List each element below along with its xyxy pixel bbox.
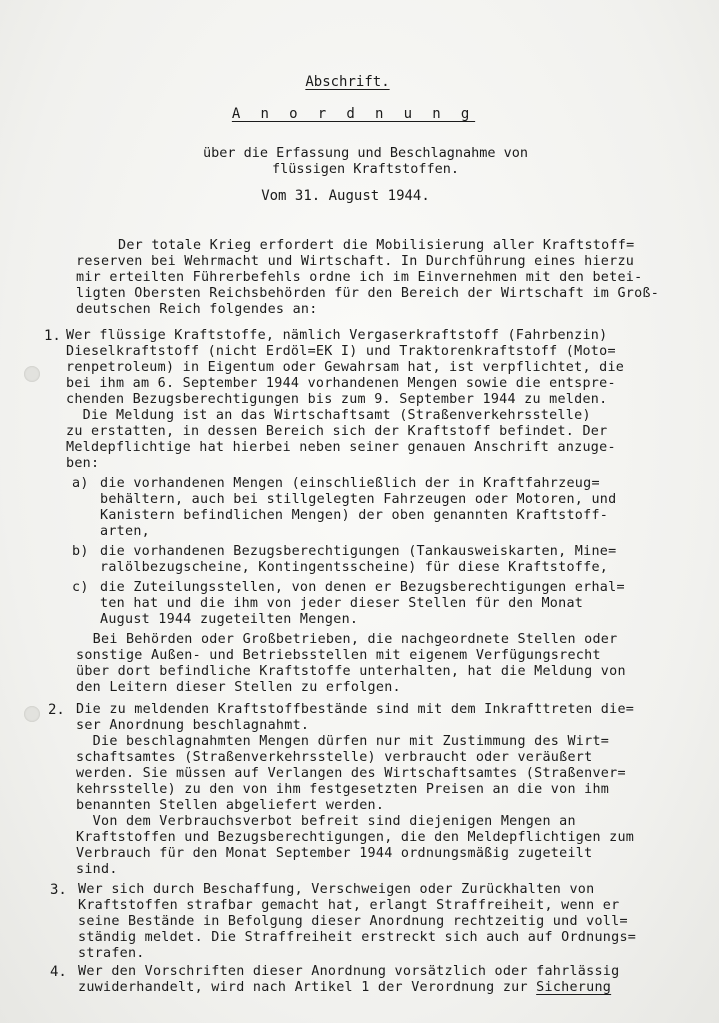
section-1-closing-line: über dort befindliche Kraftstoffe unterhalten, hat die Meldung von xyxy=(76,664,626,679)
section-2-line: Von dem Verbrauchsverbot befreit sind diejenigen Mengen an xyxy=(76,814,576,829)
underlined-word: Sicherung xyxy=(536,980,612,995)
document-title: A n o r d n u n g xyxy=(231,106,476,122)
intro-line: ligten Obersten Reichsbehörden für den Bereich der Wirtschaft im Groß- xyxy=(76,286,660,301)
section-number: 2. xyxy=(48,702,65,718)
section-2-line: kehrsstelle) zu den von ihm festgesetzten Preisen an die von ihm xyxy=(76,782,610,797)
section-number: 3. xyxy=(50,882,67,898)
item-marker: b) xyxy=(72,544,89,559)
section-3-line: ständig meldet. Die Straffreiheit erstreckt sich auch auf Ordnungs= xyxy=(78,930,637,945)
section-1-line: renpetroleum) in Eigentum oder Gewahrsam hat, ist verpflichtet, die xyxy=(66,360,625,375)
item-a-line: arten, xyxy=(100,524,150,539)
item-marker: c) xyxy=(72,580,89,595)
section-2-line: Kraftstoffen und Bezugsberechtigungen, die den Meldepflichtigen zum xyxy=(76,830,635,845)
section-1-line: ben: xyxy=(66,456,100,471)
intro-line: reserven bei Wehrmacht und Wirtschaft. In Durchführung eines hierzu xyxy=(76,254,635,269)
item-c-line: die Zuteilungsstellen, von denen er Bezugsberechtigungen erhal= xyxy=(100,580,625,595)
intro-line: mir erteilten Führerbefehls ordne ich im Einvernehmen mit den betei- xyxy=(76,270,643,285)
section-2-line: Die zu meldenden Kraftstoffbestände sind mit dem Inkrafttreten die= xyxy=(76,702,635,717)
section-number: 1. xyxy=(44,328,61,344)
item-a-line: behältern, auch bei stillgelegten Fahrzeugen oder Motoren, und xyxy=(100,492,617,507)
section-2-line: sind. xyxy=(76,862,118,877)
section-2-line: benannten Stellen abgeliefert werden. xyxy=(76,798,385,813)
section-1-line: chenden Bezugsberechtigungen bis zum 9. September 1944 zu melden. xyxy=(66,392,608,407)
section-2-line: schaftsamtes (Straßenverkehrsstelle) verbraucht oder veräußert xyxy=(76,750,593,765)
section-1-line: Meldepflichtige hat hierbei neben seiner genauen Anschrift anzuge- xyxy=(66,440,616,455)
item-b-line: ralölbezugscheine, Kontingentsscheine) für diese Kraftstoffe, xyxy=(100,560,609,575)
copy-label: Abschrift. xyxy=(305,74,390,90)
section-1-line: Die Meldung ist an das Wirtschaftsamt (Straßenverkehrsstelle) xyxy=(66,408,591,423)
section-4-line: Wer den Vorschriften dieser Anordnung vorsätzlich oder fahrlässig xyxy=(78,964,620,979)
section-3-line: Kraftstoffen strafbar gemacht hat, erlangt Straffreiheit, wenn er xyxy=(78,898,620,913)
section-2-line: werden. Sie müssen auf Verlangen des Wirtschaftsamtes (Straßenver= xyxy=(76,766,626,781)
intro-line: deutschen Reich folgendes an: xyxy=(76,302,318,317)
section-3-line: seine Bestände in Befolgung dieser Anordnung rechtzeitig und voll= xyxy=(78,914,628,929)
item-a-line: Kanistern befindlichen Mengen) der oben genannten Kraftstoff- xyxy=(100,508,609,523)
section-1-line: Dieselkraftstoff (nicht Erdöl=EK I) und Traktorenkraftstoff (Moto= xyxy=(66,344,616,359)
section-1-line: zu erstatten, in dessen Bereich sich der Kraftstoff befindet. Der xyxy=(66,424,608,439)
section-4-line-text: zuwiderhandelt, wird nach Artikel 1 der Verordnung zur xyxy=(78,980,537,995)
subtitle-line-1: über die Erfassung und Beschlagnahme von xyxy=(202,145,529,161)
item-a-line: die vorhandenen Mengen (einschließlich der in Kraftfahrzeug= xyxy=(100,476,600,491)
item-b-line: die vorhandenen Bezugsberechtigungen (Tankausweiskarten, Mine= xyxy=(100,544,617,559)
subtitle-line-2: flüssigen Kraftstoffen. xyxy=(272,161,459,177)
section-3-line: strafen. xyxy=(78,946,145,961)
section-1-closing-line: Bei Behörden oder Großbetrieben, die nachgeordnete Stellen oder xyxy=(76,632,618,647)
section-2-line: ser Anordnung beschlagnahmt. xyxy=(76,718,310,733)
item-marker: a) xyxy=(72,476,89,491)
section-1-line: bei ihm am 6. September 1944 vorhandenen Mengen sowie die entspre- xyxy=(66,376,616,391)
item-c-line: ten hat und die ihm von jeder dieser Stellen für den Monat xyxy=(100,596,584,611)
section-1-closing-line: sonstige Außen- und Betriebsstellen mit eigenem Verfügungsrecht xyxy=(76,648,601,663)
item-c-line: August 1944 zugeteilten Mengen. xyxy=(100,612,359,627)
section-1-line: Wer flüssige Kraftstoffe, nämlich Vergaserkraftstoff (Fahrbenzin) xyxy=(66,328,608,343)
section-number: 4. xyxy=(50,964,67,980)
section-2-line: Verbrauch für den Monat September 1944 ordnungsmäßig zugeteilt xyxy=(76,846,593,861)
section-1-closing-line: den Leitern dieser Stellen zu erfolgen. xyxy=(76,680,401,695)
date-line: Vom 31. August 1944. xyxy=(261,188,430,204)
intro-line: Der totale Krieg erfordert die Mobilisierung aller Kraftstoff= xyxy=(118,238,635,253)
section-3-line: Wer sich durch Beschaffung, Verschweigen oder Zurückhalten von xyxy=(78,882,595,897)
section-4-line xyxy=(78,980,611,995)
section-2-line: Die beschlagnahmten Mengen dürfen nur mit Zustimmung des Wirt= xyxy=(76,734,610,749)
